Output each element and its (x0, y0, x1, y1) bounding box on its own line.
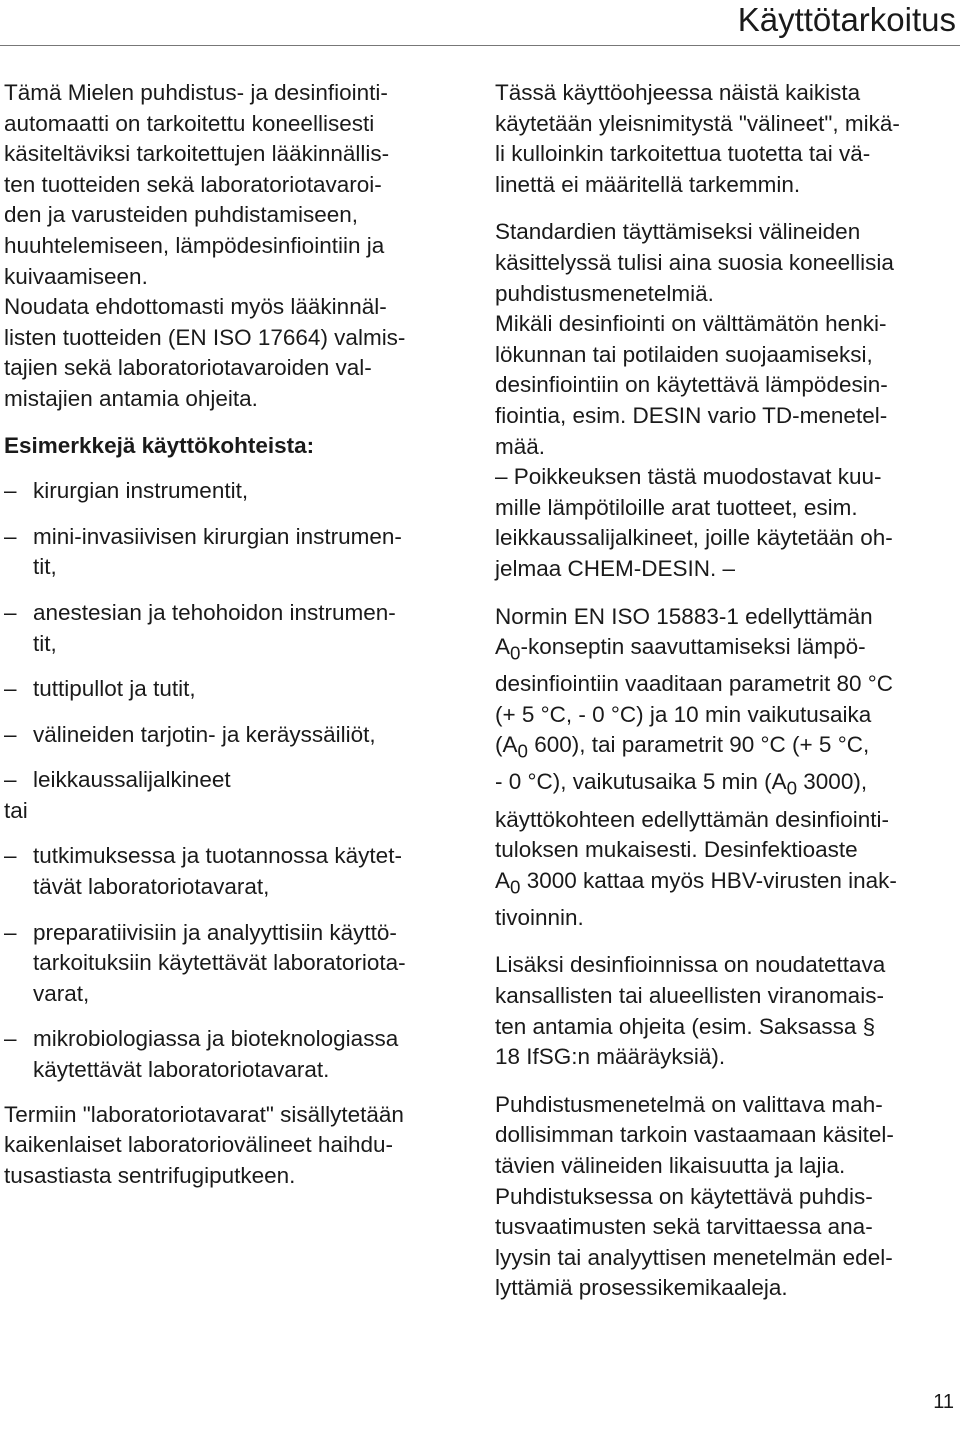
subscript-zero: 0 (510, 876, 521, 898)
list-item (4, 1024, 474, 1085)
dash-bullet: – (4, 599, 17, 625)
list-item (4, 598, 474, 659)
examples-list-laboratory (4, 841, 474, 1085)
page-header (0, 0, 960, 50)
exception-paragraph: – Poikkeuksen tästä muodostavat kuu- mille lämpötiloille arat tuotteet, esim. leikkaussalijalkineet, joille käytetään oh- jelmaa CHEM-DESIN. – (495, 464, 893, 581)
list-item-text: tutkimuksessa ja tuotannossa käytet- tävät laboratoriotavarat, (33, 843, 402, 900)
list-item-text: mini-invasiivisen kirurgian instrumen- tit, (33, 523, 402, 580)
section-title: Käyttötarkoitus (737, 1, 956, 38)
header-divider (0, 45, 960, 46)
list-item-text: leikkaussalijalkineet (33, 767, 231, 793)
list-item-text: välineiden tarjotin- ja keräyssäiliöt, (33, 721, 376, 747)
dash-bullet: – (4, 721, 17, 747)
list-item (4, 765, 474, 796)
terminology-paragraph: Tässä käyttöohjeessa näistä kaikista käytetään yleisnimitystä "välineet", mikä- li kulloinkin tarkoitettua tuotetta tai vä- linettä ei määritellä tarkemmin. (495, 80, 900, 197)
dash-bullet: – (4, 478, 17, 504)
list-item (4, 674, 474, 705)
list-item-text: anestesian ja tehohoidon instrumen- tit, (33, 599, 396, 656)
list-item-text: mikrobiologiassa ja bioteknologiassa käytettävät laboratoriotavarat. (33, 1026, 399, 1083)
dash-bullet: – (4, 843, 17, 869)
instructions-paragraph: Noudata ehdottomasti myös lääkinnäl- listen tuotteiden (EN ISO 17664) valmis- tajien sekä laboratoriotavaroiden val- mistajien antamia ohjeita. (4, 294, 406, 411)
intro-paragraph: Tämä Mielen puhdistus- ja desinfiointi- automaatti on tarkoitettu koneellisesti käsiteltäviksi tarkoitettujen lääkinnällis- ten tuotteiden sekä laboratoriotavaroi- den ja varusteiden puhdistamiseen, huuhtelemiseen, lämpödesinfiointiin ja kuivaamiseen. (4, 80, 390, 289)
left-column (4, 78, 474, 1191)
or-conjunction: tai (4, 797, 28, 823)
cleaning-method-paragraph: Puhdistusmenetelmä on valittava mah- dollisimman tarkoin vastaamaan käsitel- tävien välineiden likaisuutta ja lajia. (495, 1091, 894, 1178)
dash-bullet: – (4, 1026, 17, 1052)
list-item-text: tuttipullot ja tutit, (33, 676, 196, 702)
examples-list-medical (4, 476, 474, 796)
dash-bullet: – (4, 919, 17, 945)
list-item (4, 918, 474, 1010)
dash-bullet: – (4, 523, 17, 549)
list-item-text: kirurgian instrumentit, (33, 478, 249, 504)
a0-concept-paragraph: Normin EN ISO 15883-1 edellyttämän $A_0$-konseptin saavuttamiseksi lämpö- desinfiointiin vaaditaan parametrit 80 °C (+ 5 °C, - 0 °C) ja 10 min vaikutusaika ($A_0$ 600), tai parametrit 90 °C (+ 5 °C, - 0 °C), vaikutusaika 5 $\min (A_0$ 3000), käyttökohteen edellyttämän desinfiointi- tuloksen mukaisesti. Desinfektioaste $A_0$ 3000 kattaa myös HBV-virusten inak- tivoinnin. (495, 603, 897, 930)
list-item (4, 720, 474, 751)
process-chemicals-paragraph: Puhdistuksessa on käytettävä puhdis- tusvaatimusten sekä tarvittaessa ana- lyysin tai analyyttisen menetelmän edel- lyttämiä prosessikemikaaleja. (495, 1183, 893, 1301)
list-item (4, 841, 474, 902)
right-column (495, 78, 957, 1304)
dash-bullet: – (4, 767, 17, 793)
regulations-paragraph: Lisäksi desinfioinnissa on noudatettava kansallisten tai alueellisten viranomais- ten antamia ohjeita (esim. Saksassa § 18 IfSG:n määräyksiä). (495, 952, 886, 1070)
labware-definition-paragraph: Termiin "laboratoriotavarat" sisällytetään kaikenlaiset laboratoriovälineet haihdu- tusastiasta sentrifugiputkeen. (4, 1101, 404, 1188)
dash-bullet: – (4, 676, 17, 702)
subscript-zero: 0 (517, 740, 528, 762)
subscript-zero: 0 (510, 642, 521, 664)
standards-paragraph: Standardien täyttämiseksi välineiden käsittelyssä tulisi aina suosia koneellisia puhdistusmenetelmiä. (495, 219, 894, 306)
disinfection-paragraph: Mikäli desinfiointi on välttämätön henki- lökunnan tai potilaiden suojaamiseksi, desinfiointiin on käytettävä lämpödesin- fiointia, esim. DESIN vario TD-menetel- mää. (495, 311, 888, 459)
list-item-text: preparatiivisiin ja analyyttisiin käyttö- tarkoituksiin käytettävät laboratoriota- varat, (33, 919, 406, 1006)
page-number: 11 (933, 1391, 954, 1413)
examples-heading: Esimerkkejä käyttökohteista: (4, 432, 315, 458)
list-item (4, 476, 474, 507)
list-item (4, 522, 474, 583)
subscript-zero: 0 (786, 777, 798, 799)
